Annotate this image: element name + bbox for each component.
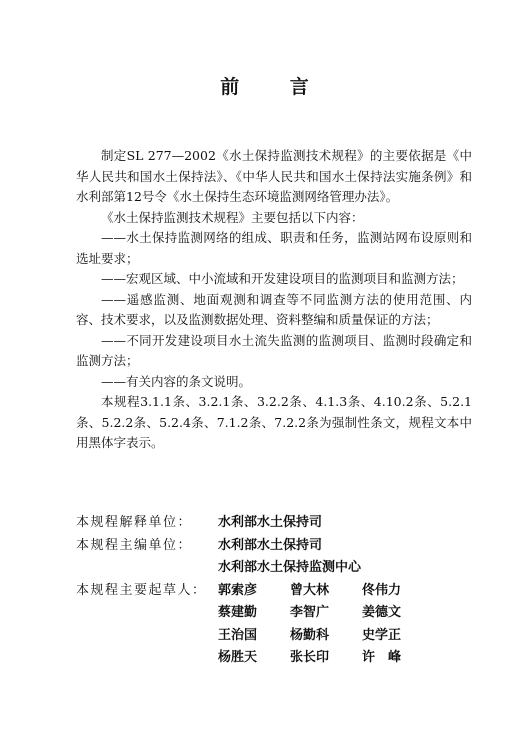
editing-unit-value: 水利部水土保持监测中心 [218, 560, 362, 575]
paragraph-item-notes: ——有关内容的条文说明。 [101, 373, 252, 389]
paragraph-item-methods: ——遥感监测、地面观测和调查等不同监测方法的使用范围、内容、技术要求，以及监测数据处理、资料整编和质量保证的方法； [76, 291, 472, 327]
interpreting-unit-label: 本规程解释单位： [76, 515, 193, 530]
drafters-row [76, 580, 486, 670]
drafter-name: 李智广 [290, 605, 330, 620]
interpreting-unit-value: 水利部水土保持司 [218, 515, 323, 530]
interpreting-unit-row [76, 512, 486, 535]
drafter-name: 蔡建勤 [218, 605, 258, 620]
editing-unit-row [76, 535, 486, 580]
paragraph-item-regional: ——宏观区域、中小流域和开发建设项目的监测项目和监测方法； [101, 271, 464, 286]
drafter-name: 杨勤科 [290, 627, 330, 643]
drafter-name: 郭索彦 [218, 582, 258, 598]
drafter-name: 许 峰 [362, 650, 402, 665]
editing-unit-value: 水利部水土保持司 [218, 537, 323, 553]
page-title: 前 言 [220, 76, 331, 98]
paragraph-item-network: ——水土保持监测网络的组成、职责和任务，监测站网布设原则和选址要求； [76, 230, 472, 266]
editing-unit-label: 本规程主编单位： [76, 537, 193, 553]
paragraph-mandatory-clauses: 本规程3.1.1条、3.2.1条、3.2.2条、4.1.3条、4.10.2条、5.2.1条、5.2.2条、5.2.4条、7.1.2条、7.2.2条为强制性条文，规程文本中用黑体字表示。 [76, 394, 472, 450]
paragraph-basis: 制定SL 277—2002《水土保持监测技术规程》的主要依据是《中华人民共和国水土保持法》、《中华人民共和国水土保持法实施条例》和水利部第12号令《水土保持生态环境监测网络管理办法》。 [76, 148, 472, 204]
foreword-body [76, 146, 472, 454]
responsible-units [76, 512, 486, 670]
paragraph-contents-intro: 《水土保持监测技术规程》主要包括以下内容： [101, 209, 364, 225]
drafter-name: 姜德文 [362, 605, 402, 620]
paragraph-item-projects: ——不同开发建设项目水土流失监测的监测项目、监测时段确定和监测方法； [76, 332, 472, 368]
drafter-name: 史学正 [362, 627, 402, 643]
drafter-name: 曾大林 [290, 582, 330, 598]
drafter-name: 张长印 [290, 650, 330, 665]
drafters-names [218, 580, 486, 670]
drafters-label: 本规程主要起草人： [76, 582, 207, 598]
drafter-name: 王治国 [218, 627, 258, 643]
drafter-name: 杨胜天 [218, 650, 258, 665]
drafter-name: 佟伟力 [362, 582, 402, 598]
